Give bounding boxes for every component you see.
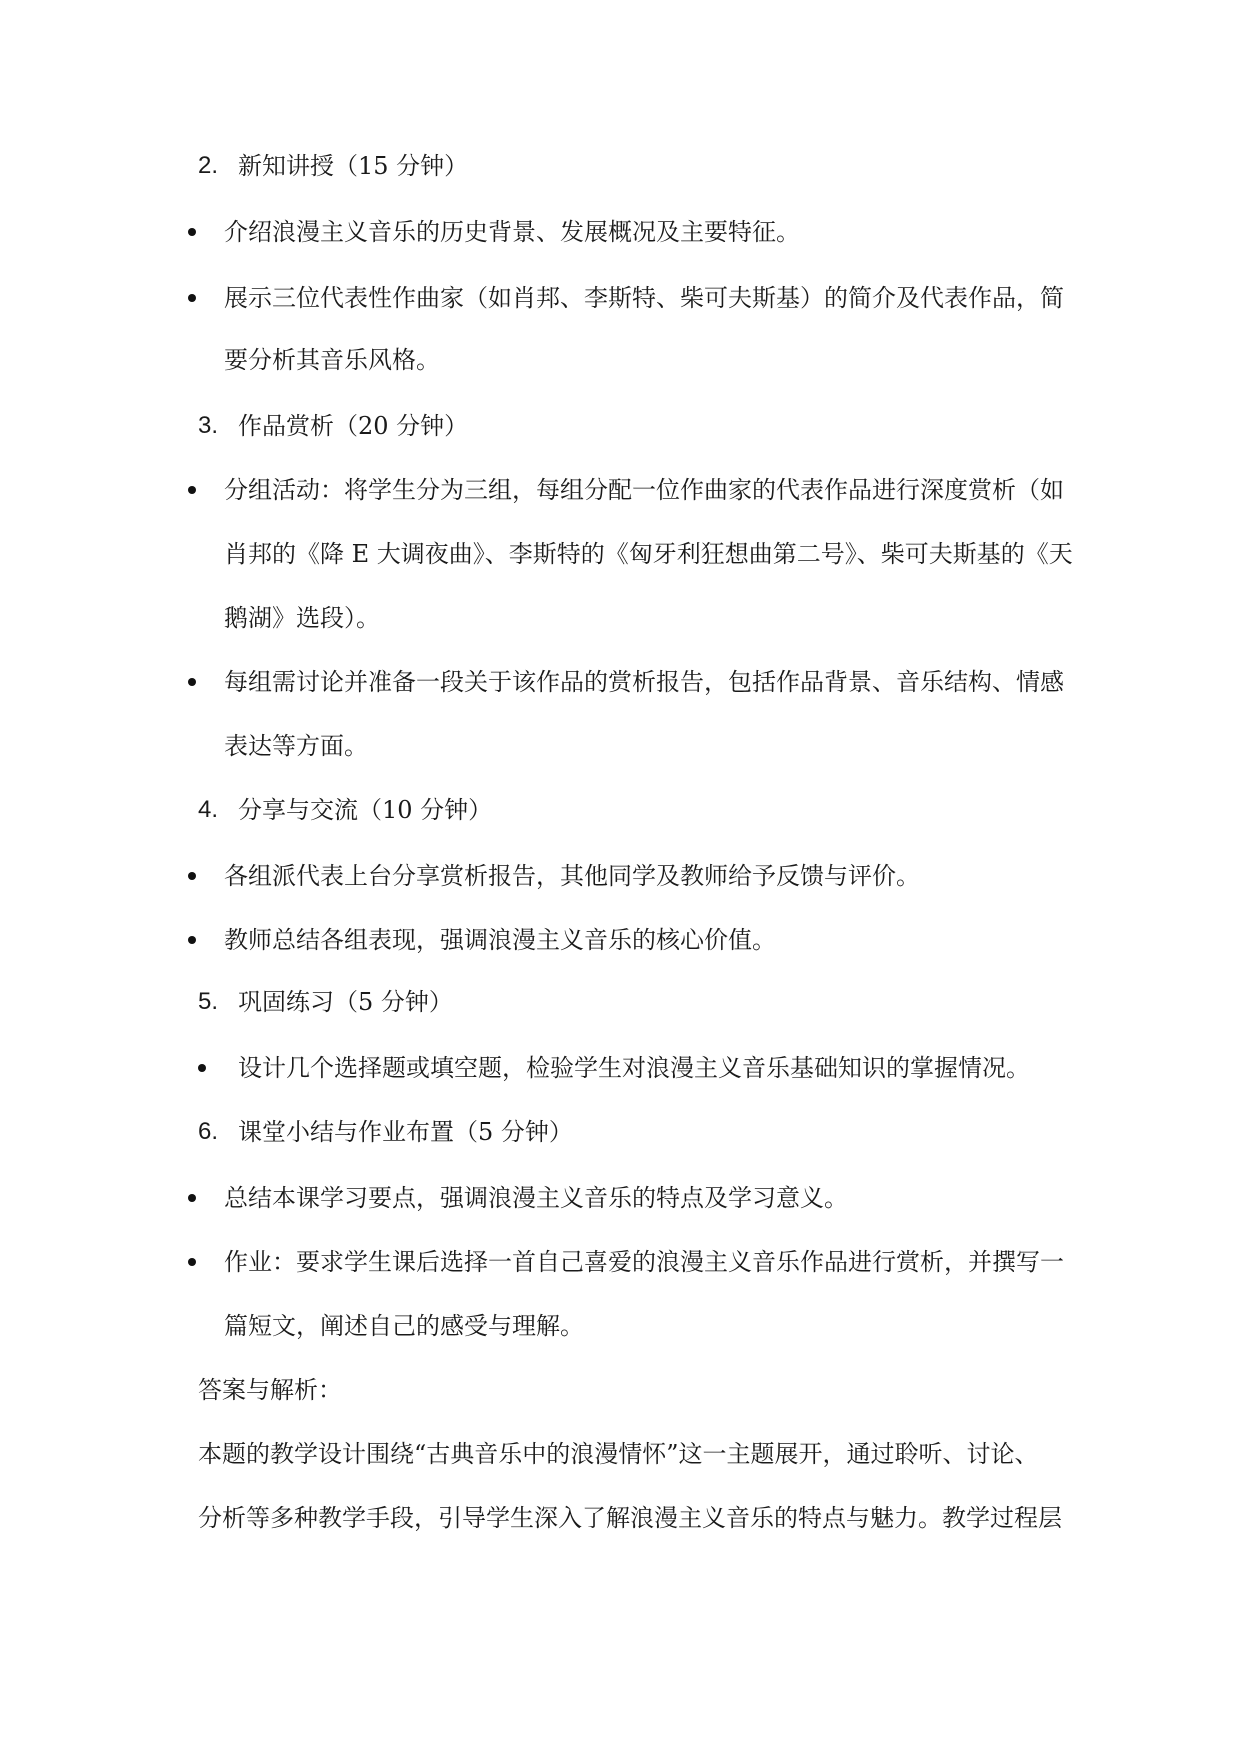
bullet-dot	[198, 1064, 206, 1072]
bullet-dot	[188, 678, 196, 686]
answer-line: 本题的教学设计围绕“古典音乐中的浪漫情怀”这一主题展开，通过聆听、讨论、	[198, 1440, 1039, 1468]
bullet-line: 展示三位代表性作曲家（如肖邦、李斯特、柴可夫斯基）的简介及代表作品，简	[224, 284, 1064, 312]
section-title: 巩固练习（5 分钟）	[238, 988, 453, 1016]
section-number: 3.	[198, 412, 219, 439]
bullet-line: 介绍浪漫主义音乐的历史背景、发展概况及主要特征。	[224, 218, 800, 246]
section-number: 5.	[198, 988, 219, 1015]
section-number: 2.	[198, 152, 219, 179]
bullet-line: 篇短文，阐述自己的感受与理解。	[224, 1312, 584, 1340]
bullet-dot	[188, 872, 196, 880]
bullet-line: 鹅湖》选段）。	[224, 604, 380, 632]
answer-line: 分析等多种教学手段，引导学生深入了解浪漫主义音乐的特点与魅力。教学过程层	[198, 1504, 1062, 1532]
section-title: 作品赏析（20 分钟）	[238, 412, 469, 440]
bullet-line: 每组需讨论并准备一段关于该作品的赏析报告，包括作品背景、音乐结构、情感	[224, 668, 1064, 696]
bullet-dot	[188, 486, 196, 494]
bullet-line: 教师总结各组表现，强调浪漫主义音乐的核心价值。	[224, 926, 776, 954]
bullet-line: 要分析其音乐风格。	[224, 346, 440, 374]
bullet-dot	[188, 294, 196, 302]
section-title: 新知讲授（15 分钟）	[238, 152, 469, 180]
section-number: 6.	[198, 1118, 219, 1145]
bullet-line: 设计几个选择题或填空题，检验学生对浪漫主义音乐基础知识的掌握情况。	[238, 1054, 1030, 1082]
section-title: 课堂小结与作业布置（5 分钟）	[238, 1118, 573, 1146]
bullet-line: 分组活动：将学生分为三组，每组分配一位作曲家的代表作品进行深度赏析（如	[224, 476, 1064, 504]
bullet-line: 作业：要求学生课后选择一首自己喜爱的浪漫主义音乐作品进行赏析，并撰写一	[224, 1248, 1064, 1276]
bullet-line: 各组派代表上台分享赏析报告，其他同学及教师给予反馈与评价。	[224, 862, 920, 890]
bullet-line: 肖邦的《降 E 大调夜曲》、李斯特的《匈牙利狂想曲第二号》、柴可夫斯基的《天	[224, 540, 1073, 568]
bullet-dot	[188, 1194, 196, 1202]
bullet-line: 总结本课学习要点，强调浪漫主义音乐的特点及学习意义。	[224, 1184, 848, 1212]
bullet-dot	[188, 936, 196, 944]
bullet-dot	[188, 228, 196, 236]
bullet-dot	[188, 1258, 196, 1266]
bullet-line: 表达等方面。	[224, 732, 368, 760]
section-title: 分享与交流（10 分钟）	[238, 796, 493, 824]
section-number: 4.	[198, 796, 219, 823]
answer-heading: 答案与解析：	[198, 1376, 342, 1404]
